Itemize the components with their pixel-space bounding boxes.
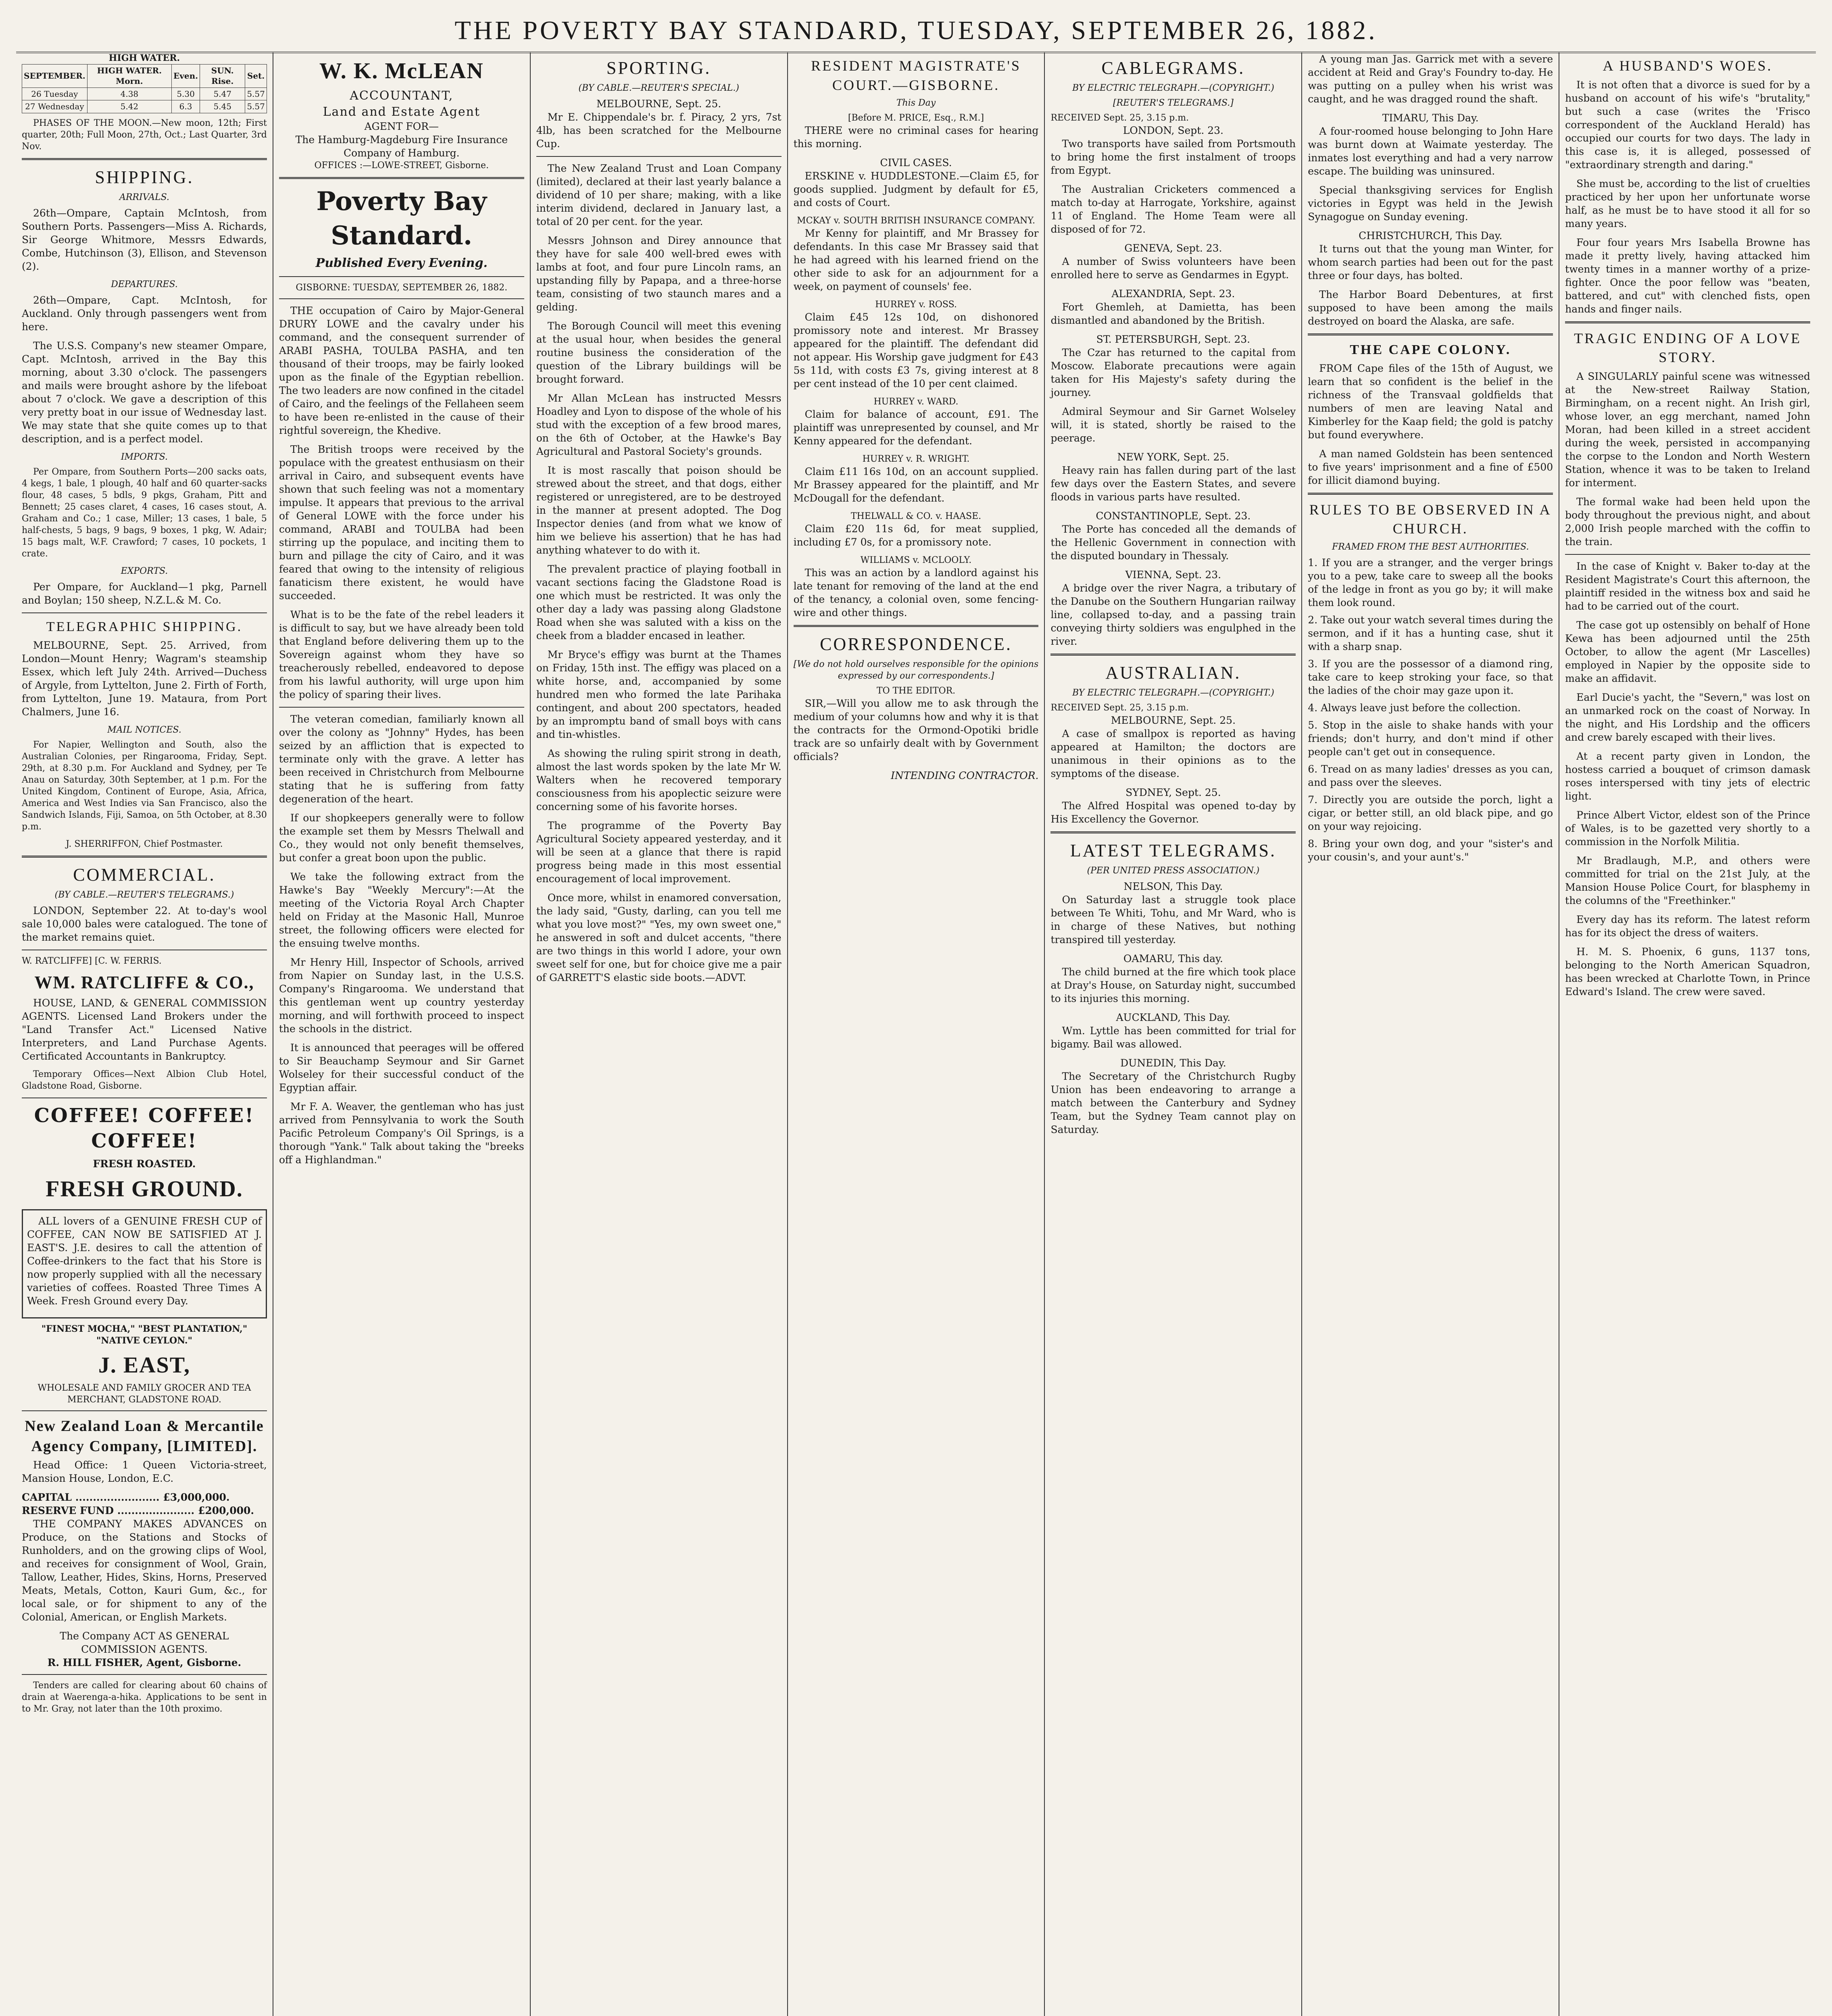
dateline: GENEVA, Sept. 23. [1124,242,1222,254]
news-paragraph: FROM Cape files of the 15th of August, we learn that so confident is the belief in the richness of the Transvaal goldfields that numbers of men are leaving Natal and Kimberley for the Kaap field; the gold is patchy but found everywhere. [1308,362,1553,441]
published-notice: Published Every Evening. [315,256,488,271]
news-paragraph: Every day has its reform. The latest reform has for its object the dress of waiters. [1565,913,1811,939]
divider [22,1674,267,1675]
cable-paragraph: On Saturday last a struggle took place between Te Whiti, Tohu, and Mr Ward, who is in charge of these Natives, but nothing transpired till yesterday. [1050,894,1296,946]
court-paragraph: THERE were no criminal cases for hearing this morning. [793,125,1039,150]
tide-cell: 5.47 [200,87,245,100]
cable-paragraph: The Porte has conceded all the demands of the Hellenic Government in connection with the disputed boundary in Thessaly. [1050,523,1296,562]
divider [22,1410,267,1411]
editorial-paragraph: What is to be the fate of the rebel leaders it is difficult to say, but we have already been told that England before delivering them up to the Sovereign against whom they have so treacherously rebelled, endeavored to depose from his lawful authority, will urge upon him the policy of sparing their lives. [279,608,524,700]
subheading-arrivals: ARRIVALS. [119,192,169,202]
divider [1308,333,1553,335]
section-heading-tragic-ending: TRAGIC ENDING OF A LOVE STORY. [1574,330,1802,366]
mclean-agent-label: AGENT FOR— [364,121,439,133]
column-7 [1559,52,1816,2016]
tide-title: HIGH WATER. [108,53,180,63]
east-subtitle: WHOLESALE AND FAMILY GROCER AND TEA MERCHANT, GLADSTONE ROAD. [38,1383,251,1405]
cable-paragraph: Heavy rain has fallen during part of the last few days over the Eastern States, and severe floods in various parts have resulted. [1050,464,1296,503]
section-heading-cape-colony: THE CAPE COLONY. [1350,342,1511,357]
tide-header: SUN. Rise. [200,65,245,88]
divider [279,707,524,708]
section-heading-correspondence: CORRESPONDENCE. [820,634,1012,654]
coffee-headline: COFFEE! COFFEE! COFFEE! [34,1104,255,1152]
tide-header-row [22,65,267,88]
letter-signature: INTENDING CONTRACTOR. [891,770,1039,782]
court-paragraph: Mr Kenny for plaintiff, and Mr Brassey for defendants. In this case Mr Brassey said that he had agreed with his learned friend on the other side to ask for an adjournment for a week, on payment of counsels' fee. [793,227,1039,293]
masthead: THE POVERTY BAY STANDARD, TUESDAY, SEPTEMBER 26, 1882. [16,12,1816,53]
to-editor: TO THE EDITOR. [876,686,956,696]
tide-row [22,100,267,113]
divider [794,625,1039,627]
cable-paragraph: A number of Swiss volunteers have been enrolled here to serve as Gendarmes in Egypt. [1050,256,1296,281]
story-paragraph: It is not often that a divorce is sued for by a husband on account of his wife's "brutality," but such a case (writes the 'Frisco correspondent of the Auckland Herald) has occupied our courts for two days. The lady in this case is, it is alleged, possessed of "extraordinary strength and daring." [1565,79,1811,171]
case-title: THELWALL & CO. v. HAASE. [850,511,982,522]
divider [279,276,524,277]
tide-cell: 5.42 [87,100,171,113]
case-title: HURREY v. ROSS. [875,300,957,310]
news-paragraph: Messrs Johnson and Direy announce that they have for sale 400 well-bred ewes with lambs at foot, and four pure Lincoln rams, an upstanding filly by Papapa, and a three-horse team, consisting of two staunch mares and a gelding. [536,235,782,313]
dateline: NELSON, This Day. [1123,881,1223,893]
received-line: RECEIVED Sept. 25, 3.15 p.m. [1050,113,1189,123]
court-paragraph: Claim £11 16s 10d, on an account supplied. Mr Brassey appeared for the plaintiff, and Mr McDougall for the defendant. [793,466,1039,504]
coffee-ad-box [22,1209,267,1318]
editorial-paragraph: The British troops were received by the populace with the greatest enthusiasm on their arrival in Cairo, and subsequent events have shown that such feeling was not a momentary impulse. It appears that previous to the arrival of General LOWE with the force under his command, ARABI and TOULBA had been stirring up the populace, and inciting them to burn and pillage the city of Cairo, and it was feared that owing to the intensity of religious fanaticism there existent, he would have succeeded. [279,443,524,602]
tide-cell: 4.38 [87,87,171,100]
tender-notice: Tenders are called for clearing about 60 chains of drain at Waerenga-a-hika. Applications to be sent in to Mr. Gray, not later than the 10th proximo. [22,1680,267,1714]
article-paragraph: 26th—Ompare, Captain McIntosh, from Southern Ports. Passengers—Miss A. Richards, Sir George Whitmore, Messrs Edwards, Combe, Hutchinson (3), Ellison, and Stevenson (2). [22,207,267,272]
dateline: OAMARU, This day. [1123,953,1223,965]
article-paragraph: The U.S.S. Company's new steamer Ompare, Capt. McIntosh, arrived in the Bay this morning, about 3.30 o'clock. The passengers and mails were brought ashore by the lifeboat about 7 o'clock. We gave a description of this very pretty boat in our issue of Wednesday last. We may state that she quite comes up to that description, and is a perfect model. [22,339,267,445]
section-heading-cablegrams: CABLEGRAMS. [1101,58,1245,78]
dateline: DUNEDIN, This Day. [1120,1057,1226,1069]
court-paragraph: Claim £45 12s 10d, on dishonored promissory note and interest. Mr Brassey appeared for the plaintiff. The defendant did not appear. His Worship gave judgment for £43 5s 11d, with costs £3 7s, giving interest at 8 per cent instead of the 10 per cent claimed. [793,311,1039,390]
article-paragraph: For Napier, Wellington and South, also the Australian Colonies, per Ringarooma, Friday, Sept. 29th, at 8.30 p.m. For Auckland and Sydney, per Te Anau on Saturday, 30th September, at 1 p.m. For the United Kingdom, Continent of Europe, Asia, Africa, America and West Indies via San Francisco, also the Sandwich Islands, Fiji, Samoa, on 5th October, at 8.30 p.m. [22,740,267,832]
column-5 [1045,52,1302,2016]
divider [1308,493,1553,495]
article-paragraph: 26th—Ompare, Capt. McIntosh, for Auckland. Only through passengers went from here. [22,294,267,333]
rule-item: 6. Tread on as many ladies' dresses as you can, and pass over the sleeves. [1308,763,1553,788]
news-paragraph: It is announced that peerages will be offered to Sir Beauchamp Seymour and Sir Garnet Wolseley for their successful conduct of the Egyptian affair. [279,1041,524,1093]
received-line: RECEIVED Sept. 25, 3.15 p.m. [1050,703,1189,713]
reserve-line: RESERVE FUND ...................... £200,000. [22,1504,254,1516]
news-paragraph: The case got up ostensibly on behalf of Hone Kewa has been adjourned until the 25th October, to allow the agent (Mr Lascelles) employed in Napier by the opposite side to make an affidavit. [1565,619,1811,684]
tide-cell: 5.57 [245,100,267,113]
rule-item: 3. If you are the possessor of a diamond ring, take care to keep stroking your face, so that the ladies of the choir may gaze upon it. [1308,658,1553,696]
dateline: TIMARU, This Day. [1382,112,1479,124]
divider [279,177,524,179]
mclean-sub: ACCOUNTANT, [350,88,454,103]
case-title: WILLIAMS v. MCLOOLY. [860,555,972,566]
letter-paragraph: SIR,—Will you allow me to ask through the medium of your columns how and why it is that the contracts for the Ormond-Opotiki bridle track are so unfairly dealt with by Government officials? [793,698,1039,763]
section-heading-rules: RULES TO BE OBSERVED IN A CHURCH. [1309,501,1552,537]
news-paragraph: In the case of Knight v. Baker to-day at the Resident Magistrate's Court this afternoon, the plaintiff resided in the witness box and said he had to be carried out of the court. [1565,560,1811,612]
cable-paragraph: The Alfred Hospital was opened to-day by His Excellency the Governor. [1050,800,1296,825]
rules-list [1308,556,1553,864]
court-paragraph: ERSKINE v. HUDDLESTONE.—Claim £5, for goods supplied. Judgment by default for £5, and costs of Court. [793,170,1039,209]
news-paragraph: It turns out that the young man Winter, for whom search parties had been out for the past three or four days, has bolted. [1308,243,1553,281]
news-paragraph: We take the following extract from the Hawke's Bay "Weekly Mercury":—At the meeting of the Victoria Royal Arch Chapter held on Friday at the Masonic Hall, Munroe street, the following officers were elected for the ensuing twelve months. [279,871,524,949]
news-paragraph: Prince Albert Victor, eldest son of the Prince of Wales, is to be gazetted very shortly to a commission in the Norfolk Militia. [1565,809,1811,848]
court-paragraph: Claim for balance of account, £91. The plaintiff was unrepresented by counsel, and Mr Kenny appeared for the defendant. [793,408,1039,447]
latest-sub: (PER UNITED PRESS ASSOCIATION.) [1087,866,1260,876]
tide-cell: 27 Wednesday [22,100,88,113]
cable-paragraph: Wm. Lyttle has been committed for trial for bigamy. Bail was allowed. [1050,1025,1296,1050]
subheading-departures: DEPARTURES. [111,279,178,289]
subheading-civil: CIVIL CASES. [880,157,952,169]
commercial-subheading: (BY CABLE.—REUTER'S TELEGRAMS.) [54,890,234,900]
news-paragraph: It is most rascally that poison should be strewed about the street, and that dogs, either registered or unregistered, are to be destroyed in the manner at present adopted. The Dog Inspector denies (and from what we know of him we believe his assertion) that he has had anything whatever to do with it. [536,464,782,556]
tide-cell: 6.3 [172,100,200,113]
capital-line: CAPITAL ........................ £3,000,000. [22,1491,230,1503]
divider [22,612,267,613]
news-paragraph: The New Zealand Trust and Loan Company (limited), declared at their last yearly balance a dividend of 10 per share; making, with a like interim dividend, declared in January last, a total of 20 per cent. for the year. [536,162,782,228]
nz-loan-title: New Zealand Loan & Mercantile Agency Company, [LIMITED]. [25,1418,264,1455]
court-magistrate: [Before M. PRICE, Esq., R.M.] [848,113,984,123]
story-paragraph: The formal wake had been held upon the body throughout the previous night, and about 2,000 Irish people marched with the coffin to the train. [1565,496,1811,548]
editorial-paragraph: THE occupation of Cairo by Major-General DRURY LOWE and the cavalry under his command, and the consequent surrender of ARABI PASHA, TOULBA PASHA, and ten thousand of their troops, may be fairly looked upon as the finale of the Egyptian rebellion. The two leaders are now confined in the citadel of Cairo, and the feelings of the Fellaheen seem to have been re-enlisted in the cause of their rightful sovereign, the Khedive. [279,304,524,436]
dateline: MELBOURNE, Sept. 25. [1111,714,1236,727]
tide-cell: 5.45 [200,100,245,113]
cablegrams-sub: [REUTER'S TELEGRAMS.] [1113,98,1234,108]
sporting-subheading: (BY CABLE.—REUTER'S SPECIAL.) [578,83,739,94]
cable-paragraph: Two transports have sailed from Portsmouth to bring home the first instalment of troops from Egypt. [1050,138,1296,177]
paper-title: Poverty Bay Standard. [316,186,487,251]
rule-item: 4. Always leave just before the collection. [1308,702,1521,714]
tide-table [22,64,267,113]
section-heading-latest: LATEST TELEGRAMS. [1070,841,1277,861]
dateline: ALEXANDRIA, Sept. 23. [1111,288,1235,300]
section-heading-commercial: COMMERCIAL. [73,865,216,885]
subheading-exports: EXPORTS. [121,566,168,577]
tide-cell: 26 Tuesday [22,87,88,100]
mclean-address: OFFICES :—LOWE-STREET, Gisborne. [314,160,489,171]
column-1 [16,52,273,2016]
article-paragraph: MELBOURNE, Sept. 25. Arrived, from London—Mount Henry; Wagram's steamship Essex, which left July 24th. Arrived—Duchess of Argyle, from Lyttelton, June 2. Firth of Forth, from Lyttelton, June 19. Mataura, from Port Chalmers, June 16. [22,639,267,718]
story-paragraph: Four four years Mrs Isabella Browne has made it pretty lively, having attacked him twenty times in a manner worthy of a prize-fighter. Once the poor fellow was "beaten, battered, and cut" with clenched fists, open hands and finger nails. [1565,236,1811,315]
divider [279,298,524,299]
divider [1565,554,1810,555]
news-paragraph: The veteran comedian, familiarly known all over the colony as "Johnny" Hydes, has been seized by an affliction that is expected to terminate only with the grave. A letter has been received in Christchurch from Melbourne stating that he is suffering from fatty degeneration of the heart. [279,713,524,805]
news-paragraph: Mr F. A. Weaver, the gentleman who has just arrived from Pennsylvania to work the South Pacific Petroleum Company's Oil Springs, is a thorough "Yank." Talk about taking the "breeks off a Highlandman." [279,1100,524,1166]
cable-paragraph: The child burned at the fire which took place at Dray's House, on Saturday night, succumbed to its injuries this morning. [1050,966,1296,1005]
section-heading-husbands-woes: A HUSBAND'S WOES. [1603,58,1773,74]
columns [16,52,1816,2016]
dateline: CONSTANTINOPLE, Sept. 23. [1096,510,1251,522]
mclean-title: W. K. McLEAN [319,58,484,83]
cable-paragraph: A bridge over the river Nagra, a tributary of the Danube on the Southern Hungarian railway line, collapsed to-day, and a passing train conveying thirty soldiers was engulphed in the river. [1050,582,1296,648]
court-paragraph: This was an action by a landlord against his late tenant for removing of the land at the end of the tenancy, a colonial oven, some fencing-wire and other things. [793,567,1039,619]
divider [536,156,782,157]
fresh-roasted: FRESH ROASTED. [93,1158,196,1170]
mclean-sub: Land and Estate Agent [323,104,480,119]
rule-item: 1. If you are a stranger, and the verger brings you to a pew, take care to sweep all the books of the ledge in front as you go by; it will make them look round. [1308,556,1553,608]
story-paragraph: She must be, according to the list of cruelties practiced by her upon her unfortunate worse half, as he must be to have stood it all for so many years. [1565,177,1811,229]
cable-paragraph: The Australian Cricketers commenced a match to-day at Harrogate, Yorkshire, against 11 of England. The Home Team were all disposed of for 72. [1050,183,1296,235]
ad-address: Temporary Offices—Next Albion Club Hotel, Gladstone Road, Gisborne. [22,1069,267,1091]
news-paragraph: H. M. S. Phoenix, 6 guns, 1137 tons, belonging to the North American Squadron, has been wrecked at Charlotte Town, in Prince Edward's Island. The crew were saved. [1565,946,1811,998]
ad-text: ALL lovers of a GENUINE FRESH CUP of COFFEE, CAN NOW BE SATISFIED AT J. EAST'S. J.E. desires to call the attention of Coffee-drinkers to the fact that his Store is now properly supplied with all the necessary varieties of coffees. Roasted Three Times A Week. Fresh Ground every Day. [27,1215,262,1307]
divider [22,856,267,858]
section-heading-sporting: SPORTING. [606,58,711,78]
news-paragraph: A four-roomed house belonging to John Hare was burnt down at Waimate yesterday. The inmates lost everything and had a very narrow escape. The building was uninsured. [1308,125,1553,177]
ad-text: THE COMPANY MAKES ADVANCES on Produce, on the Stations and Stocks of Runholders, and on the growing clips of Wool, and receives for consignment of Wool, Grain, Tallow, Leather, Hides, Skins, Horns, Preserved Meats, Metals, Cotton, Kauri Gum, &c., for local sale, or for shipment to any of the Colonial, American, or English Markets. [22,1518,267,1623]
news-paragraph: The Borough Council will meet this evening at the usual hour, when besides the general routine business the consideration of the question of the Library buildings will be brought forward. [536,320,782,385]
news-paragraph: The prevalent practice of playing football in vacant sections facing the Gladstone Road is one which must be restricted. It was only the other day a lady was passing along Gladstone Road when she was saluted with a kiss on the cheek from a bladder encased in leather. [536,563,782,642]
rule-item: 2. Take out your watch several times during the sermon, and if it has a hunting case, shut it with a sharp snap. [1308,614,1553,652]
dateline: CHRISTCHURCH, This Day. [1359,230,1503,242]
story-paragraph: A SINGULARLY painful scene was witnessed at the New-street Railway Station, Birmingham, on a recent night. An Irish girl, whose lover, an egg merchant, named John Moran, had been killed in a street accident during the week, persisted in accompanying the corpse to the London and North Western Station, whence it was to be taken to Ireland for interment. [1565,370,1811,489]
column-3 [531,52,788,2016]
divider [1050,654,1296,656]
dateline: VIENNA, Sept. 23. [1125,569,1221,581]
rule-item: 7. Directly you are outside the porch, light a cigar, or better still, an old black pipe, and go on your way rejoicing. [1308,793,1553,832]
news-paragraph: Mr Bryce's effigy was burnt at the Thames on Friday, 15th inst. The effigy was placed on a white horse, and, accompanied by some hundred men who formed the late Parihaka contingent, and about 200 spectators, headed by an impromptu band of small boys with cans and tin-whistles. [536,649,782,741]
sporting-dateline: MELBOURNE, Sept. 25. [596,98,721,110]
rule-item: 8. Bring your own dog, and your "sister's and your cousin's, and your aunt's." [1308,837,1553,863]
rules-sub: FRAMED FROM THE BEST AUTHORITIES. [1332,541,1529,552]
section-heading-telegraphic: TELEGRAPHIC SHIPPING. [46,619,243,635]
rule-item: 5. Stop in the aisle to shake hands with your friends; don't hurry, and don't mind if other people can't get out in consequence. [1308,719,1553,758]
news-paragraph: Mr Henry Hill, Inspector of Schools, arrived from Napier on Sunday last, in the U.S.S. Company's Ringarooma. We understand that this gentleman went up country yesterday morning, and will forthwith proceed to inspect the schools in the district. [279,956,524,1035]
dateline: GISBORNE: TUESDAY, SEPTEMBER 26, 1882. [296,282,508,293]
postmaster-signature: J. SHERRIFFON, Chief Postmaster. [66,839,223,850]
cablegrams-sub: BY ELECTRIC TELEGRAPH.—(COPYRIGHT.) [1072,83,1274,94]
section-heading-australian: AUSTRALIAN. [1105,663,1241,683]
tide-cell: 5.30 [172,87,200,100]
news-paragraph: Earl Ducie's yacht, the "Severn," was lost on an unmarked rock on the coast of Norway. In the night, and His Lordship and the officers and crew barely escaped with their lives. [1565,691,1811,743]
cable-paragraph: The Secretary of the Christchurch Rugby Union has been endeavoring to arrange a match between the Canterbury and Sydney Team, but the Sydney Team cannot play on Saturday. [1050,1070,1296,1136]
tide-header: Set. [245,65,267,88]
cable-paragraph: Fort Ghemleh, at Damietta, has been dismantled and abandoned by the British. [1050,301,1296,327]
ratcliffe-names: W. RATCLIFFE] [C. W. FERRIS. [22,956,162,966]
section-heading-shipping: SHIPPING. [95,167,194,187]
subheading-imports: IMPORTS. [121,452,168,462]
column-6 [1302,52,1559,2016]
news-paragraph: If our shopkeepers generally were to follow the example set them by Messrs Thelwall and Co., they would not only benefit themselves, but confer a great boon upon the public. [279,812,524,864]
news-paragraph: Special thanksgiving services for English victories in Egypt was held in the Jewish Synagogue on Sunday evening. [1308,184,1553,223]
tide-cell: 5.57 [245,87,267,100]
case-title: MCKAY v. SOUTH BRITISH INSURANCE COMPANY. [797,216,1035,226]
cable-paragraph: Admiral Seymour and Sir Garnet Wolseley will, it is stated, shortly be raised to the peerage. [1050,406,1296,444]
dateline: SYDNEY, Sept. 25. [1125,787,1221,799]
ad-text: Head Office: 1 Queen Victoria-street, Mansion House, London, E.C. [22,1459,267,1484]
news-paragraph: The Harbor Board Debentures, at first supposed to have been among the mails destroyed on board the Alaska, are safe. [1308,289,1553,327]
fisher-agent: R. HILL FISHER, Agent, Gisborne. [47,1656,242,1668]
news-paragraph: At a recent party given in London, the hostess carried a bouquet of crimson damask roses interspersed with tiny jets of electric light. [1565,750,1811,802]
australian-sub: BY ELECTRIC TELEGRAPH.—(COPYRIGHT.) [1072,688,1274,698]
tide-header: HIGH WATER. Morn. [87,65,171,88]
tide-header: SEPTEMBER. [22,65,88,88]
cable-paragraph: A case of smallpox is reported as having appeared at Hamilton; the doctors are unanimous in their opinions as to the symptoms of the disease. [1050,728,1296,780]
article-paragraph: Per Ompare, from Southern Ports—200 sacks oats, 4 kegs, 1 bale, 1 plough, 40 half and 60 quarter-sacks flour, 48 cases, 5 bdls, 9 pkgs, Graham, Pitt and Bennett; 25 cases claret, 4 cases, 16 cases stout, A. Graham and Co.; 1 case, Miller; 13 cases, 1 bale, 5 half-chests, 5 bags, 9 bags, 9 boxes, 1 pkg, W. Adair; 15 bags malt, W.F. Crawford; 7 cases, 10 pockets, 1 crate. [22,467,267,559]
news-paragraph: A man named Goldstein has been sentenced to five years' imprisonment and a fine of £500 for illicit diamond buying. [1308,448,1553,486]
divider [1050,831,1296,833]
court-paragraph: Claim £20 11s 6d, for meat supplied, including £7 0s, for a promissory note. [793,523,1039,548]
case-title: HURREY v. WARD. [873,397,959,407]
fresh-ground: FRESH GROUND. [46,1177,243,1202]
mclean-agent: The Hamburg-Magdeburg Fire Insurance Company of Hamburg. [295,134,508,159]
ratcliffe-title: WM. RATCLIFFE & CO., [34,973,254,993]
article-paragraph: LONDON, September 22. At to-day's wool sale 10,000 bales were catalogued. The tone of the market remains quiet. [22,905,267,943]
tide-header: Even. [172,65,200,88]
east-title: J. EAST, [98,1353,190,1378]
correspondence-note: [We do not hold ourselves responsible for the opinions expressed by our correspondents.] [793,659,1039,681]
news-paragraph: Mr E. Chippendale's br. f. Piracy, 2 yrs, 7st 4lb, has been scratched for the Melbourne Cup. [536,111,782,150]
dateline: LONDON, Sept. 23. [1123,125,1224,137]
moon-phases: PHASES OF THE MOON.—New moon, 12th; First quarter, 20th; Full Moon, 27th, Oct.; Last Quarter, 3rd Nov. [22,118,267,152]
news-paragraph: Mr Allan McLean has instructed Messrs Hoadley and Lyon to dispose of the whole of his stud with the exception of a few brood mares, on the 6th of October, at the Hawke's Bay Agricultural and Pastoral Society's grounds. [536,392,782,458]
news-paragraph: As showing the ruling spirit strong in death, almost the last words spoken by the late Mr W. Walters when he recovered temporary consciousness from his apoplectic seizure were concerning some of his favorite horses. [536,748,782,813]
news-paragraph: The programme of the Poverty Bay Agricultural Society appeared yesterday, and it will be seen at a glance that there is rapid progress being made in this most essential encouragement of local improvement. [536,820,782,885]
news-paragraph: Once more, whilst in enamored conversation, the lady said, "Gusty, darling, can you tell me what you love most?" "Yes, my own sweet one," he answered in soft and dulcet accents, "there are two things in this world I adore, your own sweet self for one, but for choice give me a pair of GARRETT'S elastic side boots.—ADVT. [536,892,782,984]
divider [1565,321,1810,323]
tide-row [22,87,267,100]
subheading-mail: MAIL NOTICES. [107,725,181,735]
cable-paragraph: The Czar has returned to the capital from Moscow. Elaborate precautions were again taken for His Majesty's safety during the journey. [1050,347,1296,399]
column-4 [788,52,1045,2016]
news-paragraph: A young man Jas. Garrick met with a severe accident at Reid and Gray's Foundry to-day. He was putting on a pulley when his wrist was caught, and he was dragged round the shaft. [1308,53,1553,105]
case-title: HURREY v. R. WRIGHT. [862,454,970,464]
court-date: This Day [896,98,936,108]
article-paragraph: Per Ompare, for Auckland—1 pkg, Parnell and Boylan; 150 sheep, N.Z.L.& M. Co. [22,581,267,606]
dateline: AUCKLAND, This Day. [1116,1012,1231,1024]
dateline: NEW YORK, Sept. 25. [1117,451,1230,463]
news-paragraph: Mr Bradlaugh, M.P., and others were committed for trial on the 21st July, at the Mansion House Police Court, for blasphemy in the columns of the "Freethinker." [1565,854,1811,906]
divider [22,158,267,160]
coffee-varieties: "FINEST MOCHA," "BEST PLANTATION," "NATIVE CEYLON." [41,1324,248,1346]
dateline: ST. PETERSBURGH, Sept. 23. [1096,333,1251,346]
nz-agents: The Company ACT AS GENERAL COMMISSION AGENTS. [60,1630,229,1655]
section-heading-court: RESIDENT MAGISTRATE'S COURT.—GISBORNE. [811,58,1021,93]
column-2 [273,52,531,2016]
ad-text: HOUSE, LAND, & GENERAL COMMISSION AGENTS. Licensed Land Brokers under the "Land Transfer Act." Licensed Native Interpreters, and Land Purchase Agents. Certificated Accountants in Bankruptcy. [22,997,267,1062]
